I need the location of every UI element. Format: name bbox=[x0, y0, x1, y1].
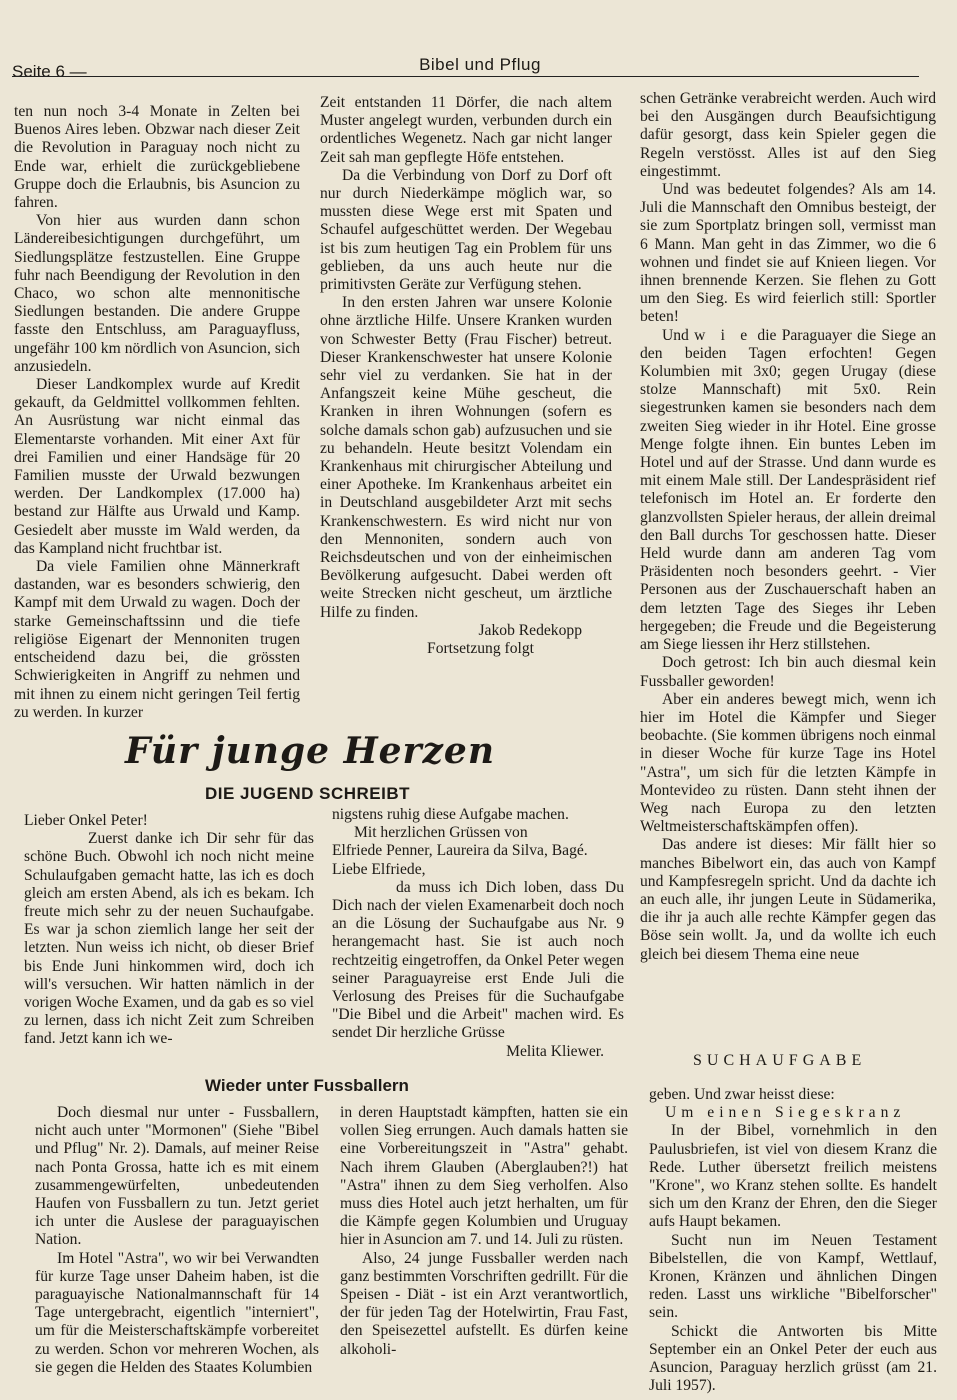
paragraph: Zeit entstanden 11 Dörfer, die nach altem Muster angelegt wurden, verbunden durch ein ordentliches Wegenetz. Nach gar nicht langer Zeit sah man gepflegte Höfe entstehen. bbox=[320, 94, 612, 166]
paragraph: Aber ein anderes bewegt mich, wenn ich hier im Hotel die Kämpfer und Sieger beobachte. (Sie kommen übrigens noch einmal in dieser Woche für kurze Tage ins Hotel "Astra", um sich für die letzten Kämpfe in Montevideo zu rüsten. Dann steht ihnen der Weg nach Europa zu den letzten Weltmeisterschaftskämpfen offen). bbox=[640, 690, 936, 836]
paragraph: in deren Hauptstadt kämpften, hatten sie ein vollen Sieg errungen. Auch damals hatten sie eine Vorbereitungszeit in "Astra" gehabt. Nach ihrem Glauben (Aberglauben?!) hat "Astra" ihnen zu dem Sieg verholfen. Also muss dies Hotel auch jetzt herhalten, um für die Kämpfe gegen Kolumbien und Uruguay hier in Asuncion am 7. und 14. Juli zu rüsten. bbox=[340, 1104, 628, 1249]
paragraph: Doch diesmal nur unter - Fussballern, nicht auch unter "Mormonen" (Siehe "Bibel und Pflug" Nr. 2). Damals, auf meiner Reise nach Ponta Grossa, hatte ich es mit einem zusammengewürfelten, unbedeutenden Haufen von Fussballern zu tun. Jetzt geriet ich unter die Auslese der paraguayischen Nation. bbox=[35, 1104, 319, 1249]
reply-body: da muss ich Dich loben, dass Du Dich nach der vielen Examenarbeit doch noch an die Lösung der Suchaufgabe aus Nr. 9 herangemacht hast. Sie ist auch noch rechtzeitig eingetroffen, da Onkel Peter wegen seiner Paraguayreise erst Ende Juli die Verlosung des Preises für die Suchaufgabe "Die Bibel und die Arbeit" machen wird. Es sendet Dir herzliche Grüsse bbox=[332, 878, 624, 1042]
football-section-title: Wieder unter Fussballern bbox=[205, 1076, 409, 1095]
paragraph: Und w i e die Paraguayer die Siege an den beiden Tagen erfochten! Gegen Kolumbien mit 3x0; gegen Urugay (diese stolze Mannschaft) mit 5x0. Rein siegestrunken kamen sie besonders nach dem zweiten Sieg wieder in ihr Hotel. Eine grosse Menge folgte ihnen. Ein buntes Leben im Hotel und auf der Strasse. Und dann wurde es mit einem Male still. Der Landespräsident rief telefonisch im Hotel an. Er forderte den glanzvollsten Spieler heraus, der allein dreimal den Ball durchs Tor geschossen hatte. Dieser Held wurde dann am anderen Tag vom Präsidenten noch besonders geehrt. - Vier Personen aus der Zuschauerschaft haben an dem letzten Tage des Sieges ihr Leben hergegeben; die Freude und die Begeisterung am Siege liessen ihr Herz stillstehen. bbox=[640, 326, 936, 654]
letter-column-2 bbox=[332, 806, 624, 1061]
letter-sender: Elfriede Penner, Laureira da Silva, Bagé. bbox=[332, 842, 588, 860]
letter-column-1 bbox=[24, 812, 314, 1049]
paragraph: In den ersten Jahren war unsere Kolonie ohne ärztliche Hilfe. Unsere Kranken wurden von Schwester Betty (Frau Fischer) betreut. Dieser Krankenschwester hat unsere Kolonie sehr viel zu verdanken. Sie hat in der Anfangszeit keine Mühe gescheut, die Kranken in ihren Wohnungen (sofern es solche damals schon gab) aufzusuchen und sie zu behandeln. Heute besitzt Volendam ein Krankenhaus mit chirurgischer Abteilung und einer Apotheke. Im Krankenhaus arbeitet ein in Deutschland ausgebildeter Arzt mit sechs Krankenschwestern. Es wird nicht nur von den Mennoniten, sondern auch von Reichsdeutschen und von der einheimischen Bevölkerung aufgesucht. Dabei werden oft weite Strecken nicht gescheut, um ärztliche Hilfe zu finden. bbox=[320, 294, 612, 621]
paragraph: Da viele Familien ohne Männerkraft dastanden, war es besonders schwierig, den Kampf mit dem Urwald zu wagen. Doch der starke Gemeinschaftssinn und die tiefe religiöse Eigenart der Mennoniten trugen entscheidend dazu bei, die grössten Schwierigkeiten in Angriff zu nehmen und mit ihnen zu einem nicht geringen Teil fertig zu werden. In kurzer bbox=[14, 558, 300, 721]
paragraph: Im Hotel "Astra", wo wir bei Verwandten für kurze Tage unser Daheim haben, ist die paraguayische Nationalmannschaft für 14 Tage untergebracht, eigentlich "interniert", um für die Meisterschaftskämpfe vorbereitet zu werden. Schon vor mehreren Wochen, als sie gegen die Helden des Staates Kolumbien bbox=[35, 1249, 319, 1376]
spaced-word: w i e bbox=[694, 326, 753, 344]
paragraph: In der Bibel, vornehmlich in den Paulusbriefen, ist viel von diesem Kranz die Rede. Luther übersetzt freilich meistens "Krone", wo Kranz stehen sollte. Es handelt sich um den Kranz der Ehren, den die Sieger aufs Haupt bekamen. bbox=[649, 1122, 937, 1231]
letter-salutation: Lieber Onkel Peter! bbox=[24, 812, 148, 829]
suchaufgabe-heading: Um einen Siegeskranz bbox=[665, 1104, 906, 1122]
paragraph: Und was bedeutet folgendes? Als am 14. Juli die Mannschaft den Omnibus besteigt, der sie zum Sportplatz bringen soll, vermisst man 6 Mann. Man geht in das Zimmer, wo die 6 wohnen und findet sie auf Knieen liegen. Vor ihnen brennende Kerzen. Sie flehen zu Gott um den Sieg. Es wird feierlich still: Sportler beten! bbox=[640, 181, 936, 326]
suchaufgabe-title: SUCHAUFGABE bbox=[693, 1052, 867, 1069]
paragraph: Von hier aus wurden dann schon Ländereibesichtigungen durchgeführt, um Siedlungsplätze festzustellen. Eine Gruppe fuhr nach Beendigung der Revolution in den Chaco, wo schon alte mennonitische Siedlungen bestanden. Die andere Gruppe fasste den Entschluss, am Paraguayfluss, ungefähr 100 km nördlich von Asuncion, sich anzusiedeln. bbox=[14, 212, 300, 375]
page-number: Seite 6 — bbox=[12, 62, 87, 81]
section-title: Für junge Herzen bbox=[125, 730, 495, 772]
paragraph: Also, 24 junge Fussballer werden nach ganz bestimmten Vorschriften gedrillt. Für die Speisen - Diät - ist ein Arzt verantwortlich, der für jeden Tag der Hotelwirtin, Frau Fast, den Speisezettel aufstellt. Es dürfen keine alkoholi- bbox=[340, 1249, 628, 1358]
suchaufgabe-column bbox=[649, 1086, 937, 1395]
author-signature: Jakob Redekopp bbox=[478, 621, 582, 639]
article-column-2 bbox=[320, 94, 612, 658]
paragraph: Dieser Landkomplex wurde auf Kredit gekauft, da Geldmittel vollkommen fehlten. An Ausrüstung war nicht einmal das Elementarste vorhanden. Mit einer Axt für drei Familien und einer Handsäge für 20 Familien musste der Urwald bezwungen werden. Der Landkomplex (17.000 ha) bestand zur Hälfte aus Urwald und Kamp. Gesiedelt aber musste im Wald werden, da das Kampland nicht fruchtbar ist. bbox=[14, 376, 300, 557]
paragraph: Doch getrost: Ich bin auch diesmal kein Fussballer geworden! bbox=[640, 654, 936, 690]
paragraph: Sucht nun im Neuen Testament Bibelstellen, die von Kampf, Wettlauf, Kronen, Kränzen und ähnlichen Dingen reden. Lasst uns wirkliche "Bibelforscher" sein. bbox=[649, 1231, 937, 1322]
section-subtitle: DIE JUGEND SCHREIBT bbox=[205, 784, 411, 803]
article-column-1 bbox=[14, 103, 300, 722]
football-column-2 bbox=[340, 1104, 628, 1359]
continuation-note: Fortsetzung folgt bbox=[427, 640, 534, 658]
magazine-title: Bibel und Pflug bbox=[419, 55, 541, 74]
letter-body: Zuerst danke ich Dir sehr für das schöne Buch. Obwohl ich noch nicht meine Schulaufgaben gemacht hatte, las ich es doch gleich am ersten Abend, als ich es bekam. Ich freute mich sehr zu der neuen Suchaufgabe. Es war ja schon ziemlich lange her seit der letzten. Nun weiss ich nicht, ob dieser Brief bis Ende Juni hinkommen wird, doch ich will's versuchen. Wir hatten nämlich in der vorigen Woche Examen, und da gab es so viel zu lernen, dass ich nicht Zeit zum Schreiben fand. Jetzt kann ich we- bbox=[24, 830, 314, 1048]
paragraph: Schickt die Antworten bis Mitte September ein an Onkel Peter der euch aus Asuncion, Paraguay herzlich grüsst (am 21. Juli 1957). bbox=[649, 1322, 937, 1395]
paragraph: Da die Verbindung von Dorf zu Dorf oft nur durch Niederkämpe möglich war, so mussten diese Wege erst mit Spaten und Schaufel aufgeschüttet werden. Der Wegebau ist bis zum heutigen Tag ein Problem für uns geblieben, da uns auch heute nur die primitivsten Geräte zur Verfügung stehen. bbox=[320, 166, 612, 294]
paragraph: schen Getränke verabreicht werden. Auch wird bei den Ausgängen durch Beaufsichtigung dafür gesorgt, dass kein Spieler gegen die Regeln verstösst. Alles ist auf den Sieg eingestimmt. bbox=[640, 90, 936, 180]
football-column-1 bbox=[35, 1104, 319, 1377]
article-column-3 bbox=[640, 90, 936, 964]
paragraph: ten nun noch 3-4 Monate in Zelten bei Buenos Aires leben. Obzwar nach dieser Zeit die Revolution in Paraguay noch nicht zu Ende war, erhielt die zurückgebliebene Gruppe doch die Erlaubnis, bis Asuncion zu fahren. bbox=[14, 103, 300, 212]
letter-body: nigstens ruhig diese Aufgabe machen. bbox=[332, 806, 569, 823]
reply-salutation: Liebe Elfriede, bbox=[332, 860, 426, 878]
paragraph: geben. Und zwar heisst diese: bbox=[649, 1086, 835, 1103]
letter-greeting: Mit herzlichen Grüssen von bbox=[354, 824, 528, 842]
paragraph: Das andere ist dieses: Mir fällt hier so manches Bibelwort ein, das auch von Kampf und Kampfesregeln spricht. Und da dachte ich an euch alle, ihr jungen Leute in Südamerika, die ihr ja auch alle rechte Kämpfer gegen das Böse sein wollt. Ja, und da wollte ich euch gleich bei diesem Thema eine neue bbox=[640, 836, 936, 963]
reply-signature: Melita Kliewer. bbox=[506, 1042, 604, 1060]
header-rule bbox=[12, 76, 919, 77]
